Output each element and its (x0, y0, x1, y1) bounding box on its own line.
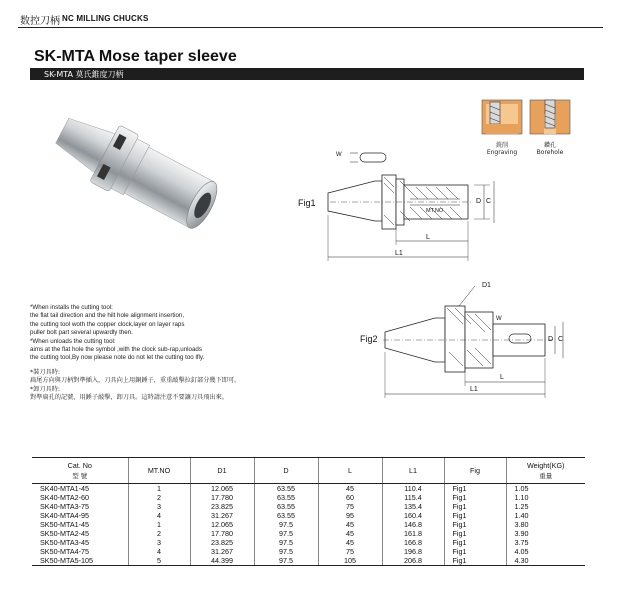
table-cell: 12.065 (190, 520, 254, 529)
table-cell: 97.5 (254, 547, 318, 556)
table-cell: 12.065 (190, 484, 254, 494)
table-cell: 23.825 (190, 502, 254, 511)
fig1-c: C (486, 198, 492, 205)
table-row (32, 520, 585, 529)
page-title: SK-MTA Mose taper sleeve (34, 48, 237, 65)
table-cell: SK50-MTA1-45 (40, 520, 89, 529)
table-cell: Fig1 (444, 547, 506, 556)
table-cell: SK40-MTA1-45 (40, 484, 89, 493)
col-fig: Fig (444, 458, 506, 484)
note-line: *When installs the cutting tool: (30, 304, 113, 311)
table-row (32, 493, 585, 502)
fig2-w: W (496, 316, 502, 322)
table-cell: SK40-MTA4-95 (40, 511, 89, 520)
fig2-d1: D1 (482, 282, 491, 289)
table-cell: 161.8 (382, 529, 444, 538)
table-cell: 2 (128, 493, 190, 502)
product-photo (40, 100, 240, 245)
fig2-drawing (383, 286, 563, 398)
table-cell: 110.4 (382, 484, 444, 494)
note-line: the cutting tool woth the copper clock,layer on layer raps (30, 320, 185, 328)
engraving-icon (482, 100, 522, 134)
table-cell: 166.8 (382, 538, 444, 547)
note-line-cn: *卸刀具時: (30, 385, 60, 393)
table-cell: 17.780 (190, 493, 254, 502)
table-cell: 31.267 (190, 511, 254, 520)
table-row (32, 547, 585, 556)
note-line-cn: 對準扁孔的記號，用錘子敲擊，卸刀具。這時請注意不要讓刀具飛出來。 (30, 394, 228, 402)
borehole-caption: 鑽孔 Borehole (536, 142, 564, 156)
note-line: aims at the flat hole the symbol ,with the clock sub-rap,unloads (30, 346, 202, 354)
table-cell: 44.399 (190, 556, 254, 566)
table-cell: 1.05 (506, 484, 585, 494)
col-d1: D1 (190, 458, 254, 484)
note-line-cn: 扁尾方向與刀柄對準插入，刀具向上用銅錘子，重重敲擊拉釘部分幾下即可。 (30, 377, 241, 385)
table-cell: SK50-MTA4-75 (40, 547, 89, 556)
table-cell: Fig1 (444, 511, 506, 520)
fig2-l1: L1 (470, 386, 478, 393)
table-cell: 1 (128, 484, 190, 494)
table-cell: 31.267 (190, 547, 254, 556)
fig1-l1: L1 (395, 250, 403, 257)
table-cell: SK40-MTA3-75 (40, 502, 89, 511)
table-cell: 4 (128, 511, 190, 520)
table-cell: 135.4 (382, 502, 444, 511)
table-cell: SK50-MTA5-105 (32, 556, 128, 566)
table-cell: 1.40 (506, 511, 585, 520)
table-cell: SK40-MTA2-60 (40, 493, 89, 502)
table-cell: 97.5 (254, 538, 318, 547)
table-row (32, 538, 585, 547)
col-l1: L1 (382, 458, 444, 484)
table-cell: 206.8 (382, 556, 444, 566)
header-en: NC MILLING CHUCKS (62, 14, 149, 23)
table-cell: 63.55 (254, 493, 318, 502)
table-cell: Fig1 (444, 538, 506, 547)
table-cell: 3 (128, 502, 190, 511)
table-header-row (32, 458, 585, 484)
table-cell: 17.780 (190, 529, 254, 538)
table-cell: 45 (318, 529, 382, 538)
table-cell: 45 (318, 538, 382, 547)
table-cell: Fig1 (444, 502, 506, 511)
fig2-l: L (500, 374, 504, 381)
col-d: D (254, 458, 318, 484)
spec-table (32, 457, 585, 566)
table-cell: 115.4 (382, 493, 444, 502)
table-cell: 4.30 (506, 556, 585, 566)
borehole-icon (530, 100, 570, 134)
note-line-cn: *裝刀具時: (30, 368, 60, 376)
subtitle-bar (30, 68, 584, 80)
note-line: the flat tail direction and the hilt hole alignment insertion, (30, 312, 185, 320)
table-cell: Fig1 (444, 529, 506, 538)
table-cell: Fig1 (444, 484, 506, 494)
fig1-l: L (426, 234, 430, 241)
table-cell: 3 (128, 538, 190, 547)
table-cell: 3.80 (506, 520, 585, 529)
table-cell: Fig1 (444, 556, 506, 566)
table-cell: 63.55 (254, 484, 318, 494)
table-cell: 1.25 (506, 502, 585, 511)
table-cell: SK50-MTA3-45 (40, 538, 89, 547)
table-cell: Fig1 (444, 493, 506, 502)
table-cell: 1 (128, 520, 190, 529)
table-row (32, 484, 585, 494)
note-line: *When unloads the cutting tool: (30, 337, 116, 345)
table-cell: 97.5 (254, 556, 318, 566)
table-cell: 97.5 (254, 529, 318, 538)
fig2-label: Fig2 (360, 334, 378, 344)
page-header (18, 10, 603, 28)
fig2-c: C (558, 336, 564, 343)
table-cell: 45 (318, 484, 382, 494)
table-row (32, 511, 585, 520)
table-cell: 160.4 (382, 511, 444, 520)
application-icons (478, 96, 573, 146)
fig2-d: D (548, 336, 554, 343)
table-cell: 196.8 (382, 547, 444, 556)
table-cell: 45 (318, 520, 382, 529)
fig1-mtno: MT.NO (426, 208, 444, 214)
fig1-d: D (476, 198, 482, 205)
table-cell: 97.5 (254, 520, 318, 529)
note-line: puller bolt part several upwardly then. (30, 329, 133, 337)
table-cell: 75 (318, 547, 382, 556)
table-row (32, 502, 585, 511)
instruction-notes (30, 304, 290, 402)
table-row (32, 556, 585, 566)
col-l: L (318, 458, 382, 484)
table-cell: 2 (128, 529, 190, 538)
table-cell: 63.55 (254, 511, 318, 520)
table-cell: 4.05 (506, 547, 585, 556)
header-cn: 数控刀柄 (20, 16, 60, 27)
col-mt-no: MT.NO (128, 458, 190, 484)
table-cell: 5 (128, 556, 190, 566)
fig1-label: Fig1 (298, 198, 316, 208)
table-cell: 75 (318, 502, 382, 511)
table-cell: 23.825 (190, 538, 254, 547)
subtitle: SK-MTA 莫氏錐度刀柄 (44, 70, 124, 79)
table-cell: Fig1 (444, 520, 506, 529)
table-cell: 3.75 (506, 538, 585, 547)
fig1-drawing (300, 145, 520, 265)
table-cell: SK50-MTA2-45 (40, 529, 89, 538)
engraving-caption: 銑削 Engraving (486, 142, 518, 156)
table-cell: 60 (318, 493, 382, 502)
table-cell: 4 (128, 547, 190, 556)
col-cat-no: Cat. No 型 號 (32, 458, 128, 484)
table-cell: 63.55 (254, 502, 318, 511)
note-line: the cutting tool,By now please note do not let the cutting too lfly. (30, 354, 205, 362)
table-row (32, 529, 585, 538)
table-cell: 1.10 (506, 493, 585, 502)
table-cell: 105 (318, 556, 382, 566)
table-cell: 3.90 (506, 529, 585, 538)
table-cell: 146.8 (382, 520, 444, 529)
table-cell: 95 (318, 511, 382, 520)
fig1-w: W (336, 152, 342, 158)
col-weight: Weight(KG) 重量 (506, 458, 585, 484)
